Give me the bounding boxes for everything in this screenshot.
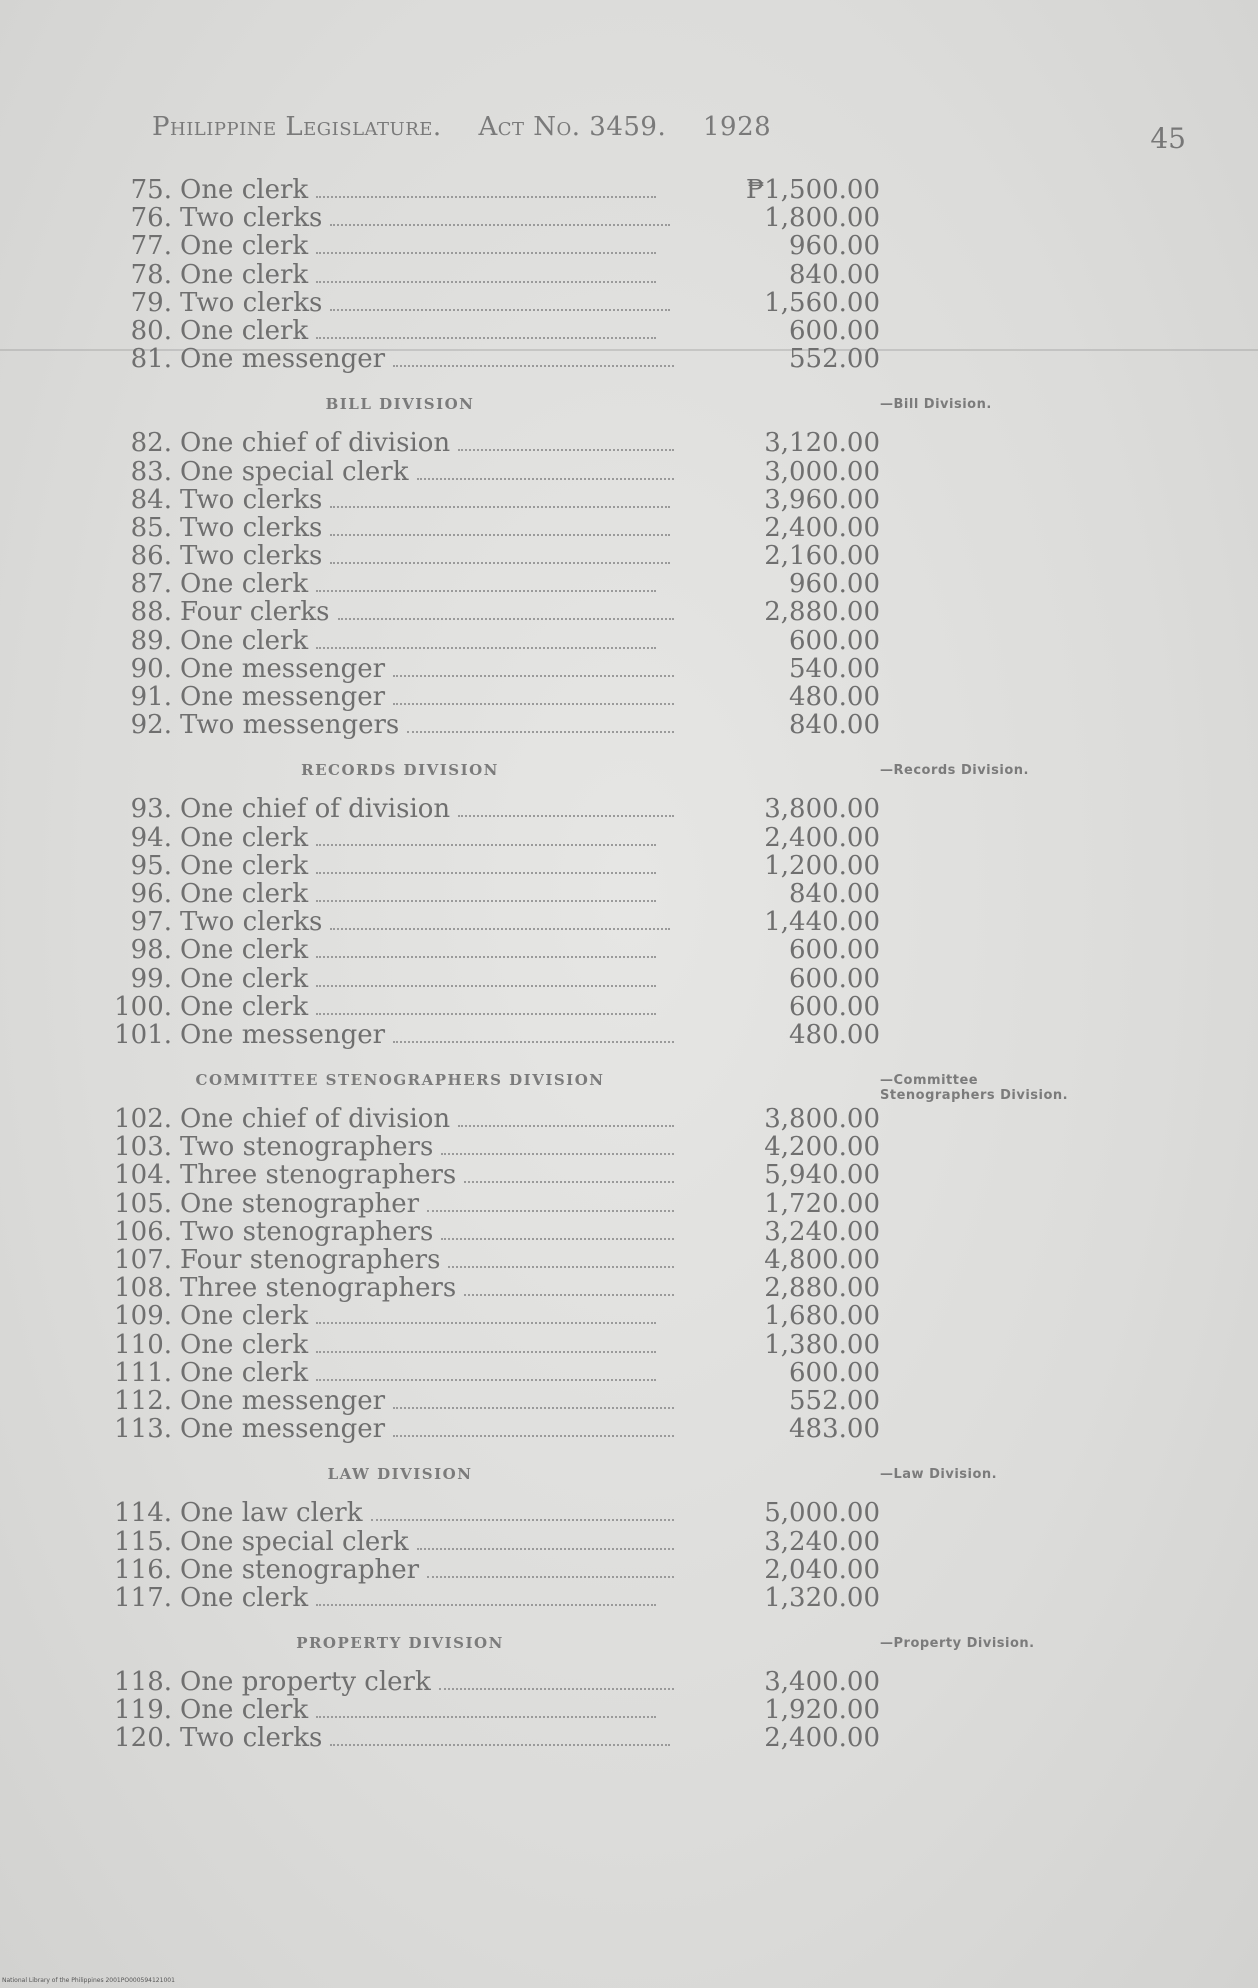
item-amount: 840.00 <box>789 710 880 741</box>
item-label: One clerk <box>180 315 309 346</box>
item-label: One clerk <box>180 991 309 1022</box>
entry-row <box>100 542 880 570</box>
entry-row <box>100 570 880 598</box>
item-label: One chief of division <box>180 428 451 459</box>
item-number: 100. <box>114 991 172 1022</box>
entry-row <box>100 1387 880 1415</box>
item-number: 105. <box>114 1188 172 1219</box>
entry-row <box>100 655 880 683</box>
dot-leader <box>371 1519 675 1521</box>
header-act: Act No. 3459. <box>478 112 667 142</box>
item-number: 120. <box>114 1723 172 1754</box>
item-number: 78. <box>130 259 172 290</box>
item-number: 107. <box>114 1245 172 1275</box>
entry-row <box>100 936 880 964</box>
dot-leader <box>330 534 670 536</box>
item-amount: 960.00 <box>789 569 880 600</box>
item-number: 109. <box>114 1301 172 1332</box>
item-label: One messenger <box>180 1385 386 1416</box>
item-amount: 3,000.00 <box>764 456 880 487</box>
section-title: BILL DIVISION <box>325 395 475 414</box>
dot-leader <box>316 872 656 874</box>
item-amount: 3,800.00 <box>764 1104 880 1135</box>
item-number: 77. <box>130 231 172 262</box>
item-number: 86. <box>130 541 172 572</box>
dot-leader <box>330 928 670 930</box>
entry-row <box>100 908 880 936</box>
item-amount: 5,000.00 <box>764 1498 880 1529</box>
item-amount: 2,880.00 <box>764 1273 880 1304</box>
item-number: 103. <box>114 1132 172 1163</box>
item-amount: 3,240.00 <box>764 1526 880 1557</box>
dot-leader <box>316 281 656 283</box>
entry-row <box>100 514 880 542</box>
scan-footer: National Library of the Philippines 2001PO000594121001 <box>2 1977 175 1984</box>
item-label: One clerk <box>180 850 309 881</box>
entry-row <box>100 1415 880 1443</box>
item-amount: 480.00 <box>789 682 880 712</box>
item-amount: 600.00 <box>789 991 880 1022</box>
dot-leader <box>316 900 656 902</box>
item-number: 85. <box>130 512 172 543</box>
item-label: One clerk <box>180 935 309 966</box>
item-number: 113. <box>114 1414 172 1445</box>
entry-row <box>100 1668 880 1696</box>
entry-row <box>100 1246 880 1274</box>
entry-row <box>100 627 880 655</box>
item-label: Two messengers <box>180 710 400 741</box>
dot-leader <box>330 562 670 564</box>
item-label: One messenger <box>180 682 386 712</box>
item-label: Two clerks <box>180 512 323 543</box>
entry-row <box>100 880 880 908</box>
item-amount: 3,800.00 <box>764 794 880 825</box>
item-number: 76. <box>130 203 172 234</box>
dot-leader <box>330 1744 670 1746</box>
item-number: 93. <box>130 794 172 825</box>
entry-row <box>100 1331 880 1359</box>
item-number: 87. <box>130 569 172 600</box>
item-label: Two stenographers <box>180 1216 434 1247</box>
dot-leader <box>316 844 656 846</box>
dot-leader <box>316 252 656 254</box>
entry-row <box>100 232 880 260</box>
item-amount: 1,720.00 <box>764 1188 880 1219</box>
item-label: One clerk <box>180 1582 309 1613</box>
item-amount: 960.00 <box>789 231 880 262</box>
item-number: 108. <box>114 1273 172 1304</box>
item-label: One clerk <box>180 1357 309 1388</box>
item-amount: 5,940.00 <box>764 1160 880 1191</box>
entry-row <box>100 1528 880 1556</box>
entry-row <box>100 429 880 457</box>
item-label: One messenger <box>180 344 386 375</box>
dot-leader <box>316 1379 656 1381</box>
dot-leader <box>330 224 670 226</box>
section-heading <box>100 1612 1035 1668</box>
item-number: 81. <box>130 344 172 375</box>
item-label: Two clerks <box>180 907 323 938</box>
dot-leader <box>427 1576 674 1578</box>
item-number: 102. <box>114 1104 172 1135</box>
margin-note: —Committee Stenographers Division. <box>880 1073 1069 1104</box>
item-amount: 2,400.00 <box>764 1723 880 1754</box>
entry-row <box>100 1021 880 1049</box>
dot-leader <box>441 1238 674 1240</box>
entry-row <box>100 852 880 880</box>
item-amount: 552.00 <box>789 344 880 375</box>
dot-leader <box>441 1153 674 1155</box>
dot-leader <box>407 731 674 733</box>
item-amount: 1,560.00 <box>764 287 880 318</box>
item-number: 106. <box>114 1216 172 1247</box>
entry-row <box>100 1724 880 1752</box>
item-number: 95. <box>130 850 172 881</box>
item-amount: 2,400.00 <box>764 822 880 853</box>
section-title: RECORDS DIVISION <box>301 761 499 780</box>
entry-row <box>100 204 880 232</box>
section-heading <box>100 1049 1069 1105</box>
dot-leader <box>464 1181 674 1183</box>
item-label: One messenger <box>180 1019 386 1050</box>
item-label: Two clerks <box>180 484 323 515</box>
item-label: One property clerk <box>180 1667 431 1698</box>
item-label: One clerk <box>180 822 309 853</box>
dot-leader <box>316 1351 656 1353</box>
item-amount: 4,200.00 <box>764 1132 880 1163</box>
item-label: Two stenographers <box>180 1132 434 1163</box>
item-number: 82. <box>130 428 172 459</box>
item-label: One clerk <box>180 1329 309 1360</box>
running-header <box>152 112 799 142</box>
item-label: Two clerks <box>180 1723 323 1754</box>
entry-row <box>100 1105 880 1133</box>
item-amount: 1,440.00 <box>764 907 880 938</box>
item-label: One special clerk <box>180 456 409 487</box>
entry-row <box>100 598 880 626</box>
item-label: One clerk <box>180 963 309 994</box>
item-label: One clerk <box>180 569 309 600</box>
dot-leader <box>393 1435 674 1437</box>
item-label: One special clerk <box>180 1526 409 1557</box>
dot-leader <box>417 478 675 480</box>
dot-leader <box>458 449 674 451</box>
item-number: 75. <box>130 175 172 205</box>
dot-leader <box>448 1266 674 1268</box>
item-number: 84. <box>130 484 172 515</box>
item-number: 119. <box>114 1695 172 1726</box>
entry-row <box>100 458 880 486</box>
item-amount: 4,800.00 <box>764 1245 880 1275</box>
entry-row <box>100 486 880 514</box>
item-amount: 2,040.00 <box>764 1554 880 1585</box>
item-number: 111. <box>114 1357 172 1388</box>
item-label: One messenger <box>180 653 386 684</box>
entry-row <box>100 965 880 993</box>
entry-row <box>100 1274 880 1302</box>
item-number: 115. <box>114 1526 172 1557</box>
item-number: 92. <box>130 710 172 741</box>
entry-row <box>100 711 880 739</box>
dot-leader <box>316 196 656 198</box>
item-number: 91. <box>130 682 172 712</box>
dot-leader <box>316 647 656 649</box>
dot-leader <box>316 1013 656 1015</box>
item-label: Two clerks <box>180 541 323 572</box>
item-label: One clerk <box>180 231 309 262</box>
dot-leader <box>338 618 675 620</box>
item-number: 88. <box>130 597 172 628</box>
dot-leader <box>393 1041 674 1043</box>
item-amount: 840.00 <box>789 259 880 290</box>
item-label: One stenographer <box>180 1188 420 1219</box>
entry-row <box>100 289 880 317</box>
item-number: 80. <box>130 315 172 346</box>
item-amount: 1,800.00 <box>764 203 880 234</box>
entry-row <box>100 824 880 852</box>
entry-row <box>100 176 880 204</box>
margin-note: —Records Division. <box>880 763 1029 779</box>
item-amount: 2,400.00 <box>764 512 880 543</box>
item-number: 118. <box>114 1667 172 1698</box>
item-amount: 1,200.00 <box>764 850 880 881</box>
item-number: 116. <box>114 1554 172 1585</box>
section-heading <box>100 373 992 429</box>
appropriation-list <box>100 175 1069 1754</box>
margin-note: —Bill Division. <box>880 397 992 413</box>
item-label: Three stenographers <box>180 1273 457 1304</box>
dot-leader <box>316 590 656 592</box>
item-amount: 480.00 <box>789 1019 880 1050</box>
item-amount: 540.00 <box>789 653 880 684</box>
item-label: One law clerk <box>180 1498 363 1529</box>
dot-leader <box>427 1210 674 1212</box>
header-title: Philippine Legislature. <box>152 112 442 142</box>
entry-row <box>100 683 880 711</box>
item-amount: 3,400.00 <box>764 1667 880 1698</box>
item-label: One chief of division <box>180 1104 451 1135</box>
entry-row <box>100 795 880 823</box>
item-amount: 552.00 <box>789 1385 880 1416</box>
item-number: 117. <box>114 1582 172 1613</box>
item-label: Two clerks <box>180 287 323 318</box>
entry-row <box>100 1359 880 1387</box>
dot-leader <box>393 1407 674 1409</box>
entry-row <box>100 317 880 345</box>
entry-row <box>100 1218 880 1246</box>
item-label: One chief of division <box>180 794 451 825</box>
item-amount: 2,880.00 <box>764 597 880 628</box>
item-label: Three stenographers <box>180 1160 457 1191</box>
item-label: One clerk <box>180 625 309 656</box>
item-number: 90. <box>130 653 172 684</box>
page-number: 45 <box>1150 122 1186 155</box>
item-amount: 600.00 <box>789 935 880 966</box>
entry-row <box>100 1499 880 1527</box>
dot-leader <box>316 337 656 339</box>
dot-leader <box>393 365 674 367</box>
item-number: 101. <box>114 1019 172 1050</box>
dot-leader <box>417 1548 675 1550</box>
item-label: Four stenographers <box>180 1245 441 1275</box>
item-label: One stenographer <box>180 1554 420 1585</box>
dot-leader <box>316 956 656 958</box>
dot-leader <box>316 1322 656 1324</box>
item-number: 96. <box>130 878 172 909</box>
entry-row <box>100 1696 880 1724</box>
item-label: One clerk <box>180 1301 309 1332</box>
item-label: One clerk <box>180 259 309 290</box>
item-amount: 3,240.00 <box>764 1216 880 1247</box>
entry-row <box>100 1556 880 1584</box>
entry-row <box>100 1133 880 1161</box>
entry-row <box>100 1190 880 1218</box>
header-year: 1928 <box>703 112 772 142</box>
dot-leader <box>393 675 674 677</box>
item-number: 98. <box>130 935 172 966</box>
dot-leader <box>316 985 656 987</box>
section-title: COMMITTEE STENOGRAPHERS DIVISION <box>195 1071 605 1090</box>
item-number: 89. <box>130 625 172 656</box>
item-amount: 840.00 <box>789 878 880 909</box>
dot-leader <box>316 1716 656 1718</box>
item-number: 83. <box>130 456 172 487</box>
item-number: 114. <box>114 1498 172 1529</box>
dot-leader <box>464 1294 674 1296</box>
item-amount: 1,680.00 <box>764 1301 880 1332</box>
dot-leader <box>393 703 674 705</box>
item-label: Two clerks <box>180 203 323 234</box>
item-number: 97. <box>130 907 172 938</box>
dot-leader <box>458 1125 674 1127</box>
dot-leader <box>439 1688 674 1690</box>
item-amount: 600.00 <box>789 1357 880 1388</box>
section-heading <box>100 739 1029 795</box>
item-amount: 1,380.00 <box>764 1329 880 1360</box>
item-amount: ₱1,500.00 <box>745 175 880 205</box>
item-label: Four clerks <box>180 597 330 628</box>
entry-row <box>100 1302 880 1330</box>
item-amount: 600.00 <box>789 625 880 656</box>
item-number: 110. <box>114 1329 172 1360</box>
entry-row <box>100 993 880 1021</box>
item-amount: 600.00 <box>789 315 880 346</box>
item-number: 104. <box>114 1160 172 1191</box>
item-label: One clerk <box>180 1695 309 1726</box>
item-amount: 1,320.00 <box>764 1582 880 1613</box>
entry-row <box>100 1161 880 1189</box>
margin-note: —Law Division. <box>880 1467 998 1483</box>
item-number: 99. <box>130 963 172 994</box>
margin-note: —Property Division. <box>880 1636 1035 1652</box>
item-amount: 600.00 <box>789 963 880 994</box>
entry-row <box>100 261 880 289</box>
section-heading <box>100 1443 998 1499</box>
section-title: LAW DIVISION <box>327 1465 473 1484</box>
entry-row <box>100 1584 880 1612</box>
item-amount: 483.00 <box>789 1414 880 1445</box>
item-number: 79. <box>130 287 172 318</box>
item-label: One clerk <box>180 175 309 205</box>
item-amount: 3,120.00 <box>764 428 880 459</box>
item-amount: 3,960.00 <box>764 484 880 515</box>
section-title: PROPERTY DIVISION <box>296 1634 504 1653</box>
dot-leader <box>330 506 670 508</box>
dot-leader <box>330 309 670 311</box>
item-label: One messenger <box>180 1414 386 1445</box>
dot-leader <box>458 815 674 817</box>
item-number: 112. <box>114 1385 172 1416</box>
item-amount: 1,920.00 <box>764 1695 880 1726</box>
item-amount: 2,160.00 <box>764 541 880 572</box>
dot-leader <box>316 1604 656 1606</box>
item-number: 94. <box>130 822 172 853</box>
entry-row <box>100 345 880 373</box>
item-label: One clerk <box>180 878 309 909</box>
